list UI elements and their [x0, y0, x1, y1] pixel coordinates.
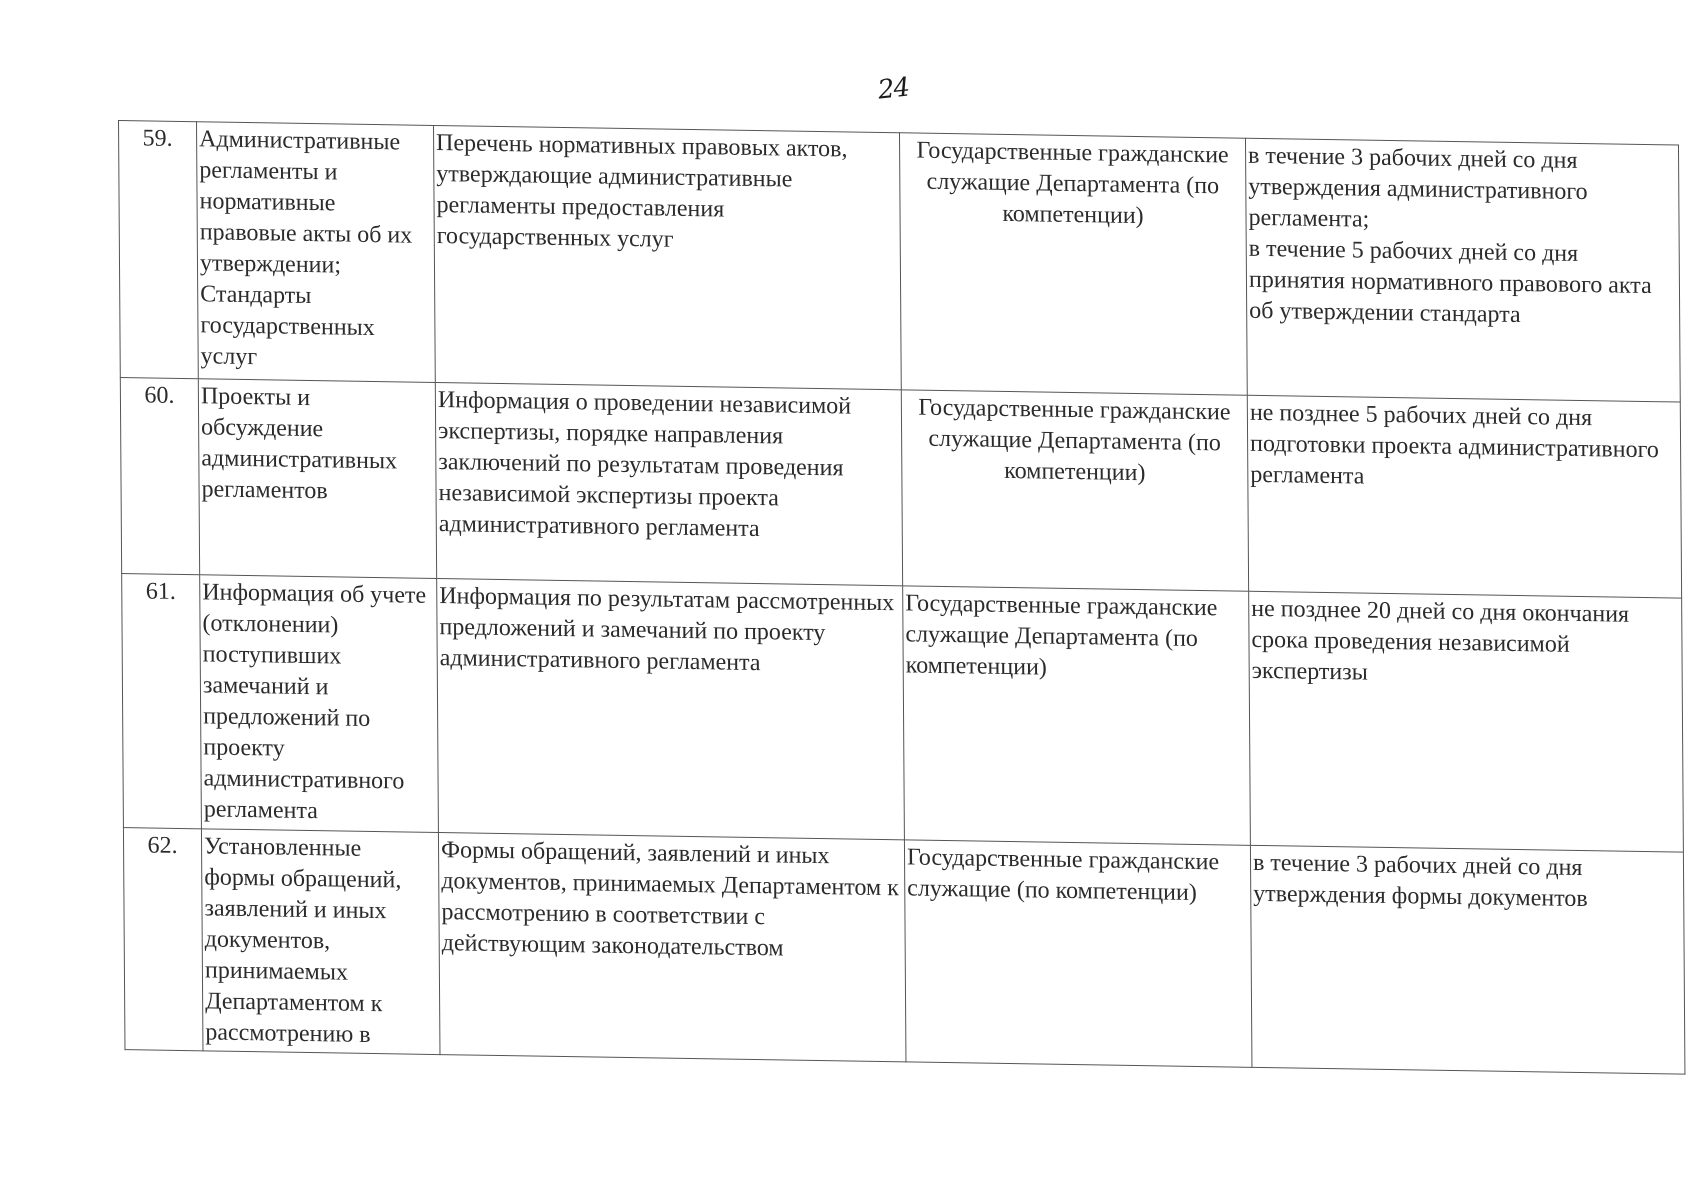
content-cell [433, 125, 901, 389]
item-content: Информация по результатам рассмотренных предложений и замечаний по проекту административного регламента [439, 583, 895, 677]
deadline: в течение 3 рабочих дней со дня утверждения формы документов [1252, 849, 1588, 913]
responsible: Государственные гражданские служащие (по компетенции) [906, 844, 1220, 906]
content-cell [435, 382, 902, 585]
deadline-cell [1245, 138, 1680, 402]
responsible-cell [899, 133, 1247, 395]
item-name: Проекты и обсуждение административных регламентов [200, 383, 398, 505]
item-content: Перечень нормативных правовых актов, утверждающие административные регламенты предоставления государственных услуг [436, 129, 848, 253]
responsible: Государственные гражданские служащие Департамента (по компетенции) [916, 137, 1229, 230]
row-number-cell [120, 378, 199, 575]
responsible: Государственные гражданские служащие Департамента (по компетенции) [905, 590, 1218, 681]
table-row [123, 828, 1685, 1075]
row-number-cell [119, 121, 199, 379]
item-name-cell [198, 379, 436, 579]
table-row [119, 121, 1681, 403]
row-number: 60. [144, 382, 175, 409]
item-name-cell [201, 829, 440, 1055]
row-number: 59. [142, 125, 173, 152]
deadline: не позднее 5 рабочих дней со дня подготовки проекта административного регламента [1249, 399, 1659, 490]
deadline: не позднее 20 дней со дня окончания срока проведения независимой экспертизы [1251, 595, 1630, 686]
responsible-cell [903, 586, 1251, 845]
item-name: Административные регламенты и нормативные правовые акты об их утверждении; Стандарты государственных услуг [199, 126, 413, 371]
responsible-cell [904, 840, 1252, 1067]
deadline-cell [1249, 591, 1684, 852]
deadline: в течение 3 рабочих дней со дня утверждения административного регламента; в течение 5 рабочих дней со дня принятия нормативного правового акта об утверждении стандарта [1248, 142, 1652, 329]
row-number: 61. [145, 578, 176, 605]
responsible-cell [901, 390, 1248, 591]
item-name-cell [197, 122, 436, 383]
content-cell [437, 579, 905, 840]
item-content: Формы обращений, заявлений и иных документов, принимаемых Департаментом к рассмотрению в соответствии с действующим законодательством [440, 837, 899, 962]
deadline-cell [1250, 845, 1685, 1074]
row-number-cell [123, 828, 203, 1051]
table-row [122, 574, 1684, 853]
table-container [118, 120, 1684, 1075]
page-number: 24 [876, 72, 911, 106]
item-content: Информация о проведении независимой экспертизы, порядке направления заключений по результатам проведения независимой экспертизы проекта административного регламента [437, 387, 852, 543]
row-number-cell [122, 574, 202, 829]
responsible: Государственные гражданские служащие Департамента (по компетенции) [918, 394, 1231, 487]
table-row [120, 378, 1681, 599]
item-name-cell [200, 575, 439, 833]
regulations-table [118, 120, 1685, 1075]
deadline-cell [1247, 395, 1681, 598]
row-number: 62. [147, 832, 178, 859]
item-name: Установленные формы обращений, заявлений и иных документов, принимаемых Департаментом к рассмотрению в [203, 833, 402, 1048]
item-name: Информация об учете (отклонении) поступивших замечаний и предложений по проекту административного регламента [202, 579, 427, 825]
content-cell [438, 833, 906, 1062]
